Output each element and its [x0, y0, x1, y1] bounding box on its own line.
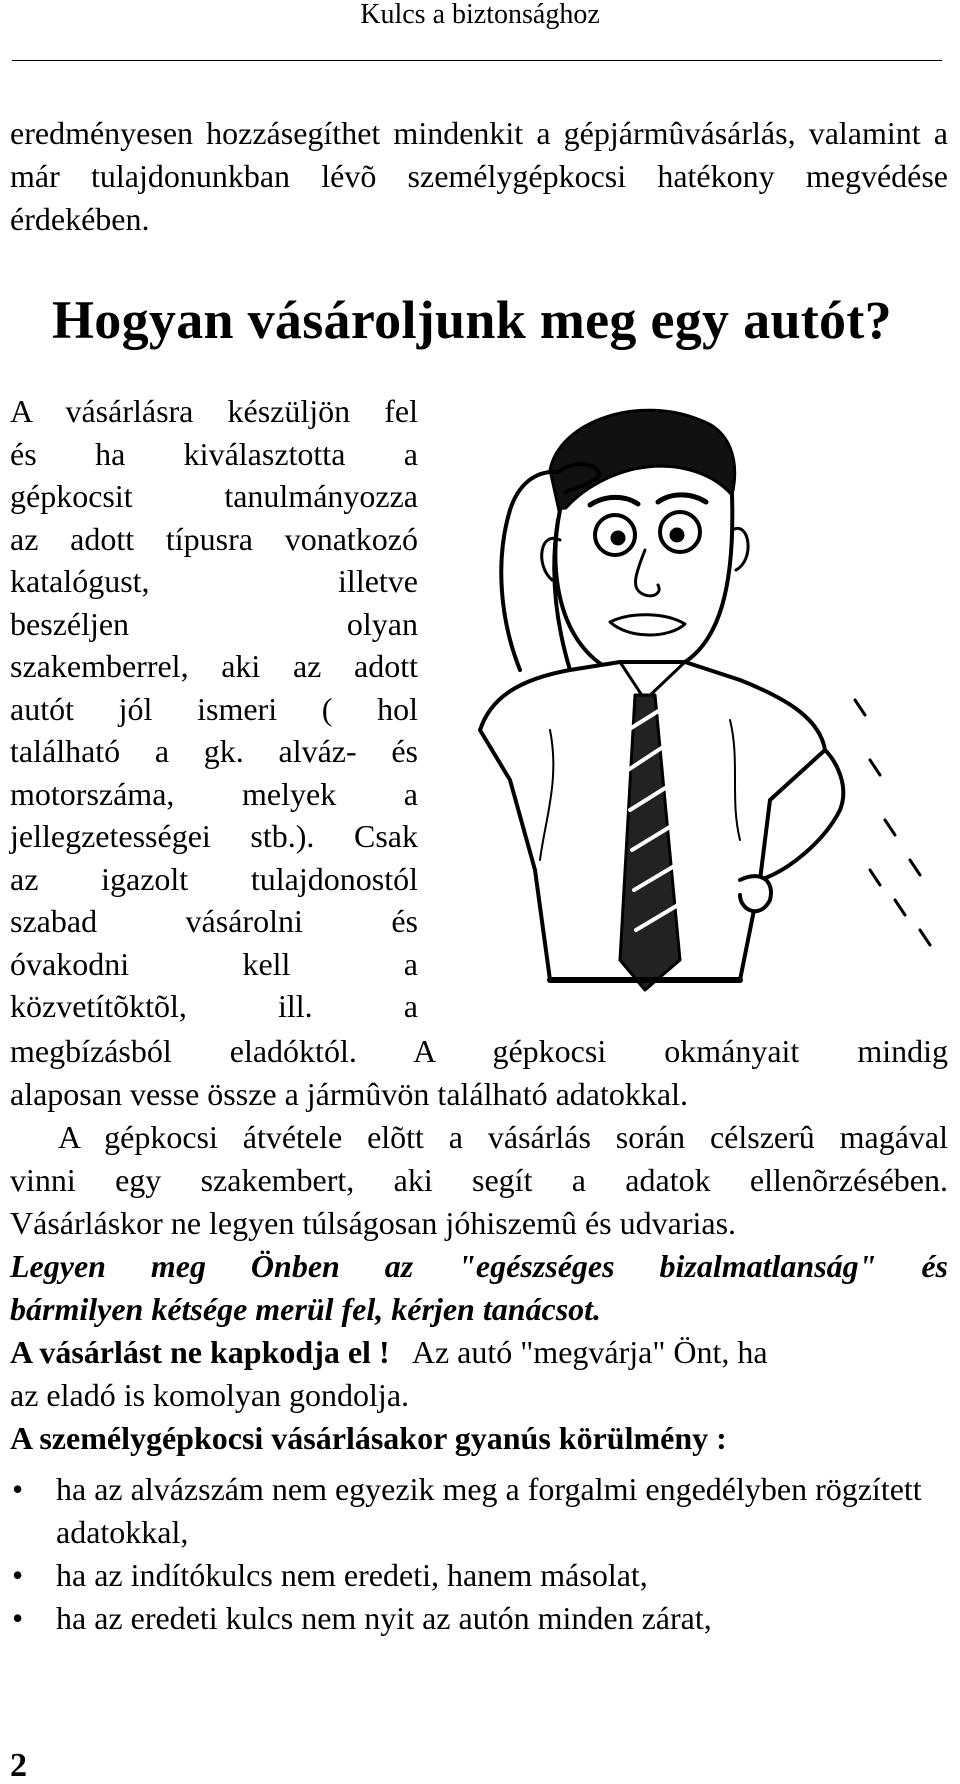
- bullet-text: ha az indítókulcs nem eredeti, hanem másolat,: [56, 1557, 648, 1593]
- column-line: katalógust, illetve: [10, 563, 418, 599]
- column-line: motorszáma, melyek a: [10, 775, 418, 812]
- wrapped-column-text: [10, 390, 418, 1028]
- column-line: beszéljen olyan: [10, 605, 418, 642]
- emphasis-line: bármilyen kétsége merül fel, kérjen tanácsot.: [10, 1291, 602, 1327]
- bullet-dot-icon: •: [12, 1471, 24, 1507]
- bullet-text: ha az eredeti kulcs nem nyit az autón minden zárat,: [56, 1600, 712, 1636]
- column-line: közvetítõktõl, ill. a: [10, 988, 418, 1024]
- paragraph-line: megbízásból eladóktól. A gépkocsi okmányait mindig: [10, 1033, 948, 1069]
- column-line: az igazolt tulajdonostól: [10, 860, 418, 897]
- bullet-dot-icon: •: [12, 1557, 24, 1593]
- column-line: szakemberrel, aki az adott: [10, 648, 418, 684]
- column-line: jellegzetességei stb.). Csak: [10, 818, 418, 854]
- emphasis-line: Legyen meg Önben az "egészséges bizalmatlanság" és: [10, 1248, 948, 1284]
- header-rule: [12, 60, 942, 61]
- column-line: gépkocsit tanulmányozza: [10, 478, 418, 514]
- column-line: óvakodni kell a: [10, 945, 418, 982]
- confused-man-illustration: [440, 400, 945, 1000]
- running-header: Kulcs a biztonsághoz: [360, 0, 600, 30]
- bullet-text: ha az alvázszám nem egyezik meg a forgalmi engedélyben rögzített adatokkal,: [56, 1471, 922, 1550]
- column-line: az adott típusra vonatkozó: [10, 520, 418, 557]
- column-line: autót jól ismeri ( hol: [10, 690, 418, 727]
- bullet-item: [10, 1554, 948, 1597]
- main-paragraph: [10, 1030, 948, 1460]
- bullet-item: [10, 1468, 948, 1554]
- bullet-item: [10, 1597, 948, 1640]
- column-line: és ha kiválasztotta a: [10, 435, 418, 472]
- hurry-line: [10, 1331, 948, 1374]
- paragraph-line: A gépkocsi átvétele elõtt a vásárlás során célszerû magával: [10, 1119, 948, 1155]
- column-line: A vásárlásra készüljön fel: [10, 393, 418, 429]
- bullet-list: [10, 1468, 948, 1640]
- hurry-rest-text: Az autó "megvárja" Önt, ha: [389, 1334, 768, 1370]
- hurry-bold-text: A vásárlást ne kapkodja el !: [10, 1334, 390, 1370]
- paragraph-line: alaposan vesse össze a jármûvön található adatokkal.: [10, 1076, 688, 1112]
- hurry-line-2: az eladó is komolyan gondolja.: [10, 1377, 410, 1413]
- intro-paragraph: eredményesen hozzásegíthet mindenkit a gépjármûvásárlás, valamint a már tulajdonunkban lévõ személygépkocsi hatékony megvédése érdekében.: [10, 115, 948, 237]
- paragraph-line: Vásárláskor ne legyen túlságosan jóhiszemû és udvarias.: [10, 1205, 737, 1241]
- confused-man-scratching-head-icon: [480, 410, 930, 990]
- column-line: szabad vásárolni és: [10, 903, 418, 939]
- paragraph-line: vinni egy szakembert, aki segít a adatok ellenõrzésében.: [10, 1162, 948, 1198]
- page-number: 2: [10, 1747, 27, 1784]
- column-line: található a gk. alváz- és: [10, 733, 418, 769]
- section-heading: Hogyan vásároljunk meg egy autót?: [52, 290, 892, 350]
- bullet-dot-icon: •: [12, 1600, 24, 1636]
- suspicious-heading: A személygépkocsi vásárlásakor gyanús körülmény :: [10, 1420, 727, 1456]
